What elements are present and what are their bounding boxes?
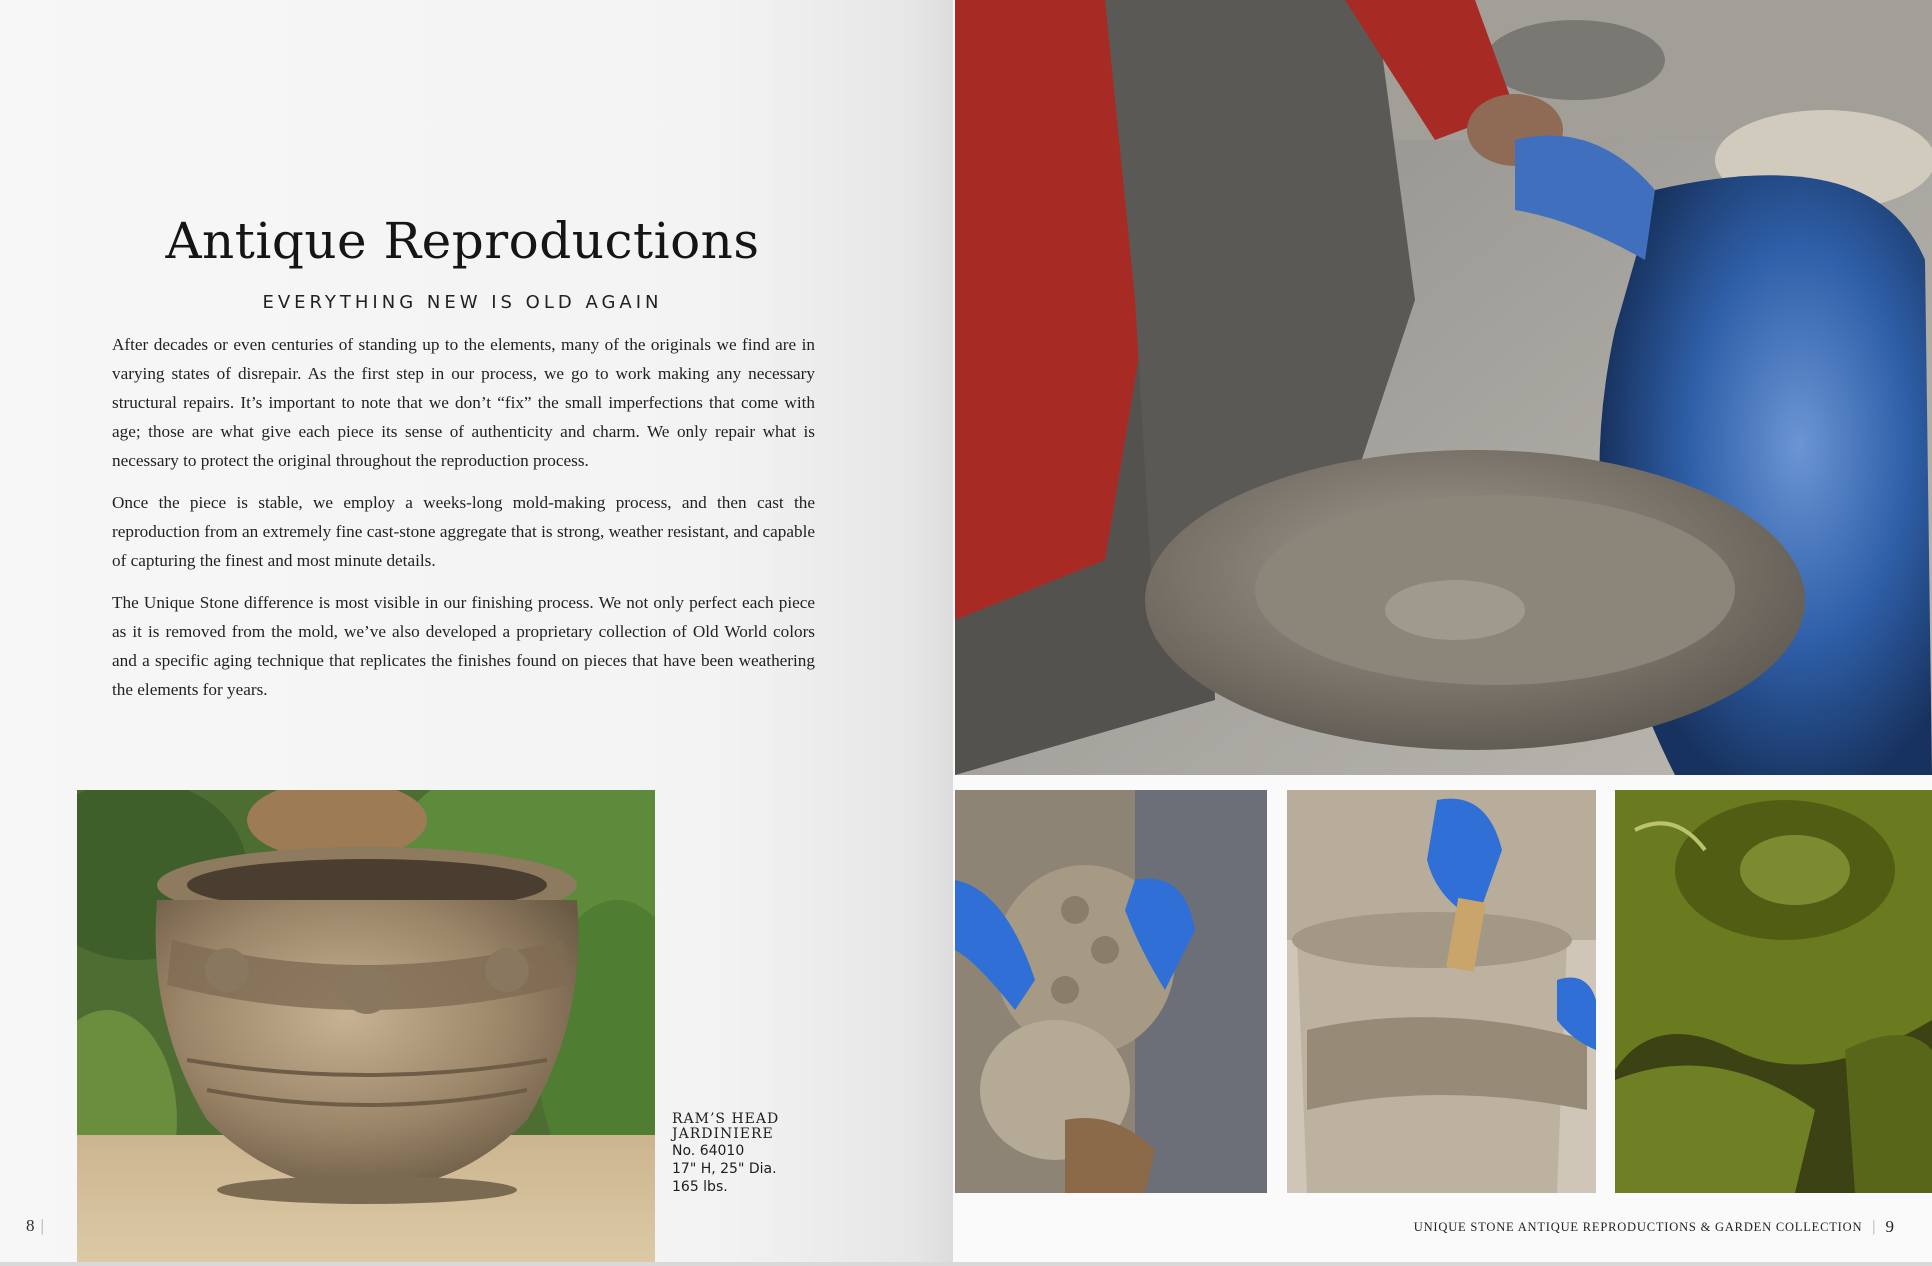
left-page [0, 0, 953, 1262]
brushing-finish-photo [1287, 790, 1596, 1193]
body-paragraph: After decades or even centuries of standing up to the elements, many of the originals we find are in varying states of disrepair. As the first step in our process, we go to work making any necessary structural repairs. It’s important to note that we don’t “fix” the small imperfections that come with age; those are what give each piece its sense of authenticity and charm. We only repair what is necessary to protect the original throughout the reproduction process. [112, 335, 815, 470]
product-name: JARDINIERE [672, 1126, 774, 1142]
page-number: 8 [26, 1216, 35, 1235]
product-number: No. 64010 [672, 1143, 745, 1159]
rams-head-jardiniere-photo [77, 790, 655, 1262]
page-edge [0, 1262, 1932, 1266]
page-number-left [26, 1216, 44, 1236]
page-title: Antique Reproductions [165, 212, 760, 270]
folio-separator: | [40, 1216, 44, 1235]
product-name: RAM’S HEAD [672, 1111, 780, 1127]
product-weight: 165 lbs. [672, 1179, 728, 1195]
folio-separator: | [1872, 1218, 1876, 1235]
product-caption [672, 1112, 792, 1196]
carving-detail-photo [955, 790, 1267, 1193]
body-paragraph: The Unique Stone difference is most visible in our finishing process. We not only perfect each piece as it is removed from the mold, we’ve also developed a proprietary collection of Old World colors and a specific aging technique that replicates the finishes found on pieces that have been weathering the elements for years. [112, 593, 815, 699]
running-footer [1414, 1217, 1894, 1237]
body-text [112, 330, 815, 717]
body-paragraph: Once the piece is stable, we employ a weeks-long mold-making process, and then cast the reproduction from an extremely fine cast-stone aggregate that is strong, weather resistant, and capable of capturing the finest and most minute details. [112, 493, 815, 570]
page-number: 9 [1885, 1217, 1894, 1236]
mold-demolding-photo [955, 0, 1932, 775]
green-glaze-detail-photo [1615, 790, 1932, 1193]
collection-title: UNIQUE STONE ANTIQUE REPRODUCTIONS & GARDEN COLLECTION [1413, 1219, 1863, 1234]
product-dimensions: 17" H, 25" Dia. [672, 1161, 777, 1177]
page-subtitle: EVERYTHING NEW IS OLD AGAIN [262, 292, 663, 313]
